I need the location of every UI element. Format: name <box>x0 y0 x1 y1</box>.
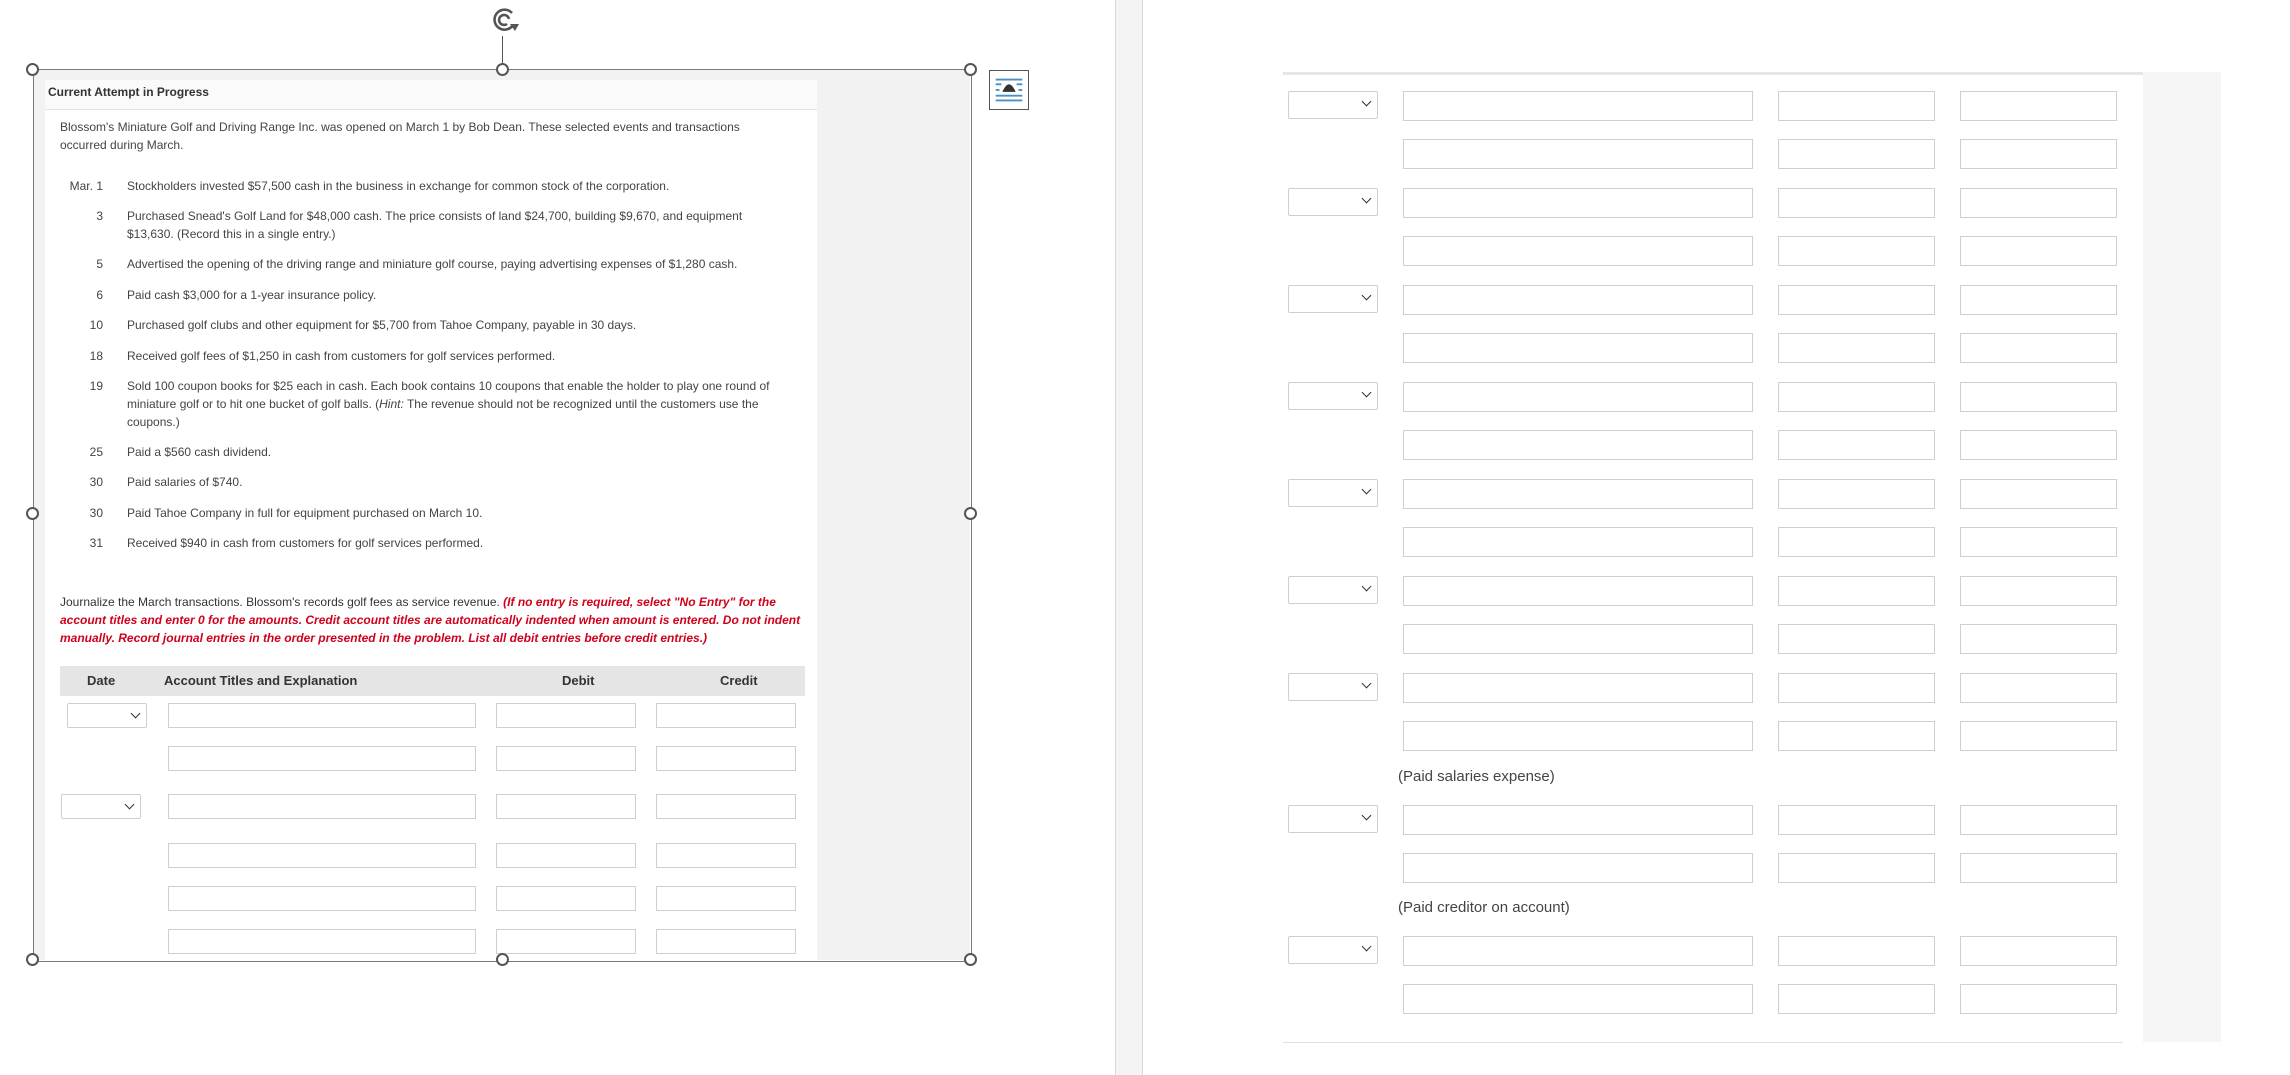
transaction-date: Mar. 1 <box>69 179 103 193</box>
credit-input[interactable] <box>1960 188 2117 218</box>
chevron-down-icon <box>1362 485 1372 495</box>
credit-input[interactable] <box>1960 984 2117 1014</box>
transaction-text: Sold 100 coupon books for $25 each in cash. Each book contains 10 coupons that enable the holder to play one round of miniature golf or to hit one bucket of golf balls. (Hint: The revenue should not be recognized until the customers use the coupons.) <box>127 379 770 429</box>
credit-input[interactable] <box>1960 805 2117 835</box>
column-account: Account Titles and Explanation <box>164 673 358 688</box>
transaction-date: 3 <box>96 209 103 223</box>
date-select[interactable] <box>1288 382 1378 410</box>
transaction-date: 5 <box>96 257 103 271</box>
resize-handle-bottom-right[interactable] <box>964 953 977 966</box>
debit-input[interactable] <box>1778 430 1935 460</box>
transaction-text: Purchased Snead's Golf Land for $48,000 cash. The price consists of land $24,700, building $9,670, and equipment $13,630. (Record this in a single entry.) <box>127 209 743 241</box>
transaction-text: Purchased golf clubs and other equipment for $5,700 from Tahoe Company, payable in 30 days. <box>127 318 637 332</box>
account-input[interactable] <box>1403 333 1753 363</box>
debit-input[interactable] <box>1778 936 1935 966</box>
debit-input[interactable] <box>1778 333 1935 363</box>
transaction-text: Paid salaries of $740. <box>127 475 243 489</box>
selection-frame[interactable] <box>33 69 972 962</box>
debit-input[interactable] <box>1778 673 1935 703</box>
debit-input[interactable] <box>1778 527 1935 557</box>
credit-input[interactable] <box>1960 430 2117 460</box>
transaction-text: Paid cash $3,000 for a 1-year insurance policy. <box>127 288 377 302</box>
instruction-warning: (If no entry is required, select "No Entry" for the account titles and enter 0 for the amounts. Credit account titles are automatically indented when amount is entered. Do not indent manually. Record journal entries in the order presented in the problem. List all debit entries before credit entries.) <box>60 595 801 645</box>
debit-input[interactable] <box>1778 479 1935 509</box>
chevron-down-icon <box>1362 388 1372 398</box>
account-input[interactable] <box>1403 936 1753 966</box>
credit-input[interactable] <box>1960 853 2117 883</box>
account-input[interactable] <box>1403 673 1753 703</box>
account-input[interactable] <box>1403 188 1753 218</box>
debit-input[interactable] <box>1778 139 1935 169</box>
account-input[interactable] <box>1403 139 1753 169</box>
credit-input[interactable] <box>1960 382 2117 412</box>
debit-input[interactable] <box>1778 285 1935 315</box>
debit-input[interactable] <box>1778 853 1935 883</box>
pane-divider[interactable] <box>1115 0 1143 1075</box>
transaction-text: Received golf fees of $1,250 in cash from customers for golf services performed. <box>127 349 556 363</box>
transaction-date: 19 <box>89 379 103 393</box>
date-select[interactable] <box>1288 805 1378 833</box>
credit-input[interactable] <box>1960 139 2117 169</box>
resize-handle-top-left[interactable] <box>26 63 39 76</box>
column-credit: Credit <box>720 673 758 688</box>
page-bottom-rule <box>1283 1042 2123 1043</box>
layout-options-icon[interactable] <box>989 70 1029 110</box>
resize-handle-left[interactable] <box>26 507 39 520</box>
date-select[interactable] <box>1288 936 1378 964</box>
date-select[interactable] <box>1288 576 1378 604</box>
credit-input[interactable] <box>1960 673 2117 703</box>
page-gutter <box>2143 72 2221 1042</box>
account-input[interactable] <box>1403 576 1753 606</box>
resize-handle-right[interactable] <box>964 507 977 520</box>
account-input[interactable] <box>1403 430 1753 460</box>
debit-input[interactable] <box>1778 576 1935 606</box>
transaction-text: Stockholders invested $57,500 cash in the business in exchange for common stock of the corporation. <box>127 179 670 193</box>
account-input[interactable] <box>1403 479 1753 509</box>
account-input[interactable] <box>1403 721 1753 751</box>
transaction-date: 10 <box>89 318 103 332</box>
chevron-down-icon <box>1362 97 1372 107</box>
transaction-text: Received $940 in cash from customers for golf services performed. <box>127 536 484 550</box>
credit-input[interactable] <box>1960 576 2117 606</box>
resize-handle-bottom-left[interactable] <box>26 953 39 966</box>
resize-handle-top[interactable] <box>496 63 509 76</box>
attempt-header: Current Attempt in Progress <box>45 80 817 110</box>
account-input[interactable] <box>1403 91 1753 121</box>
date-select[interactable] <box>1288 285 1378 313</box>
account-input[interactable] <box>1403 527 1753 557</box>
account-input[interactable] <box>1403 805 1753 835</box>
transaction-text: Paid a $560 cash dividend. <box>127 445 272 459</box>
credit-input[interactable] <box>1960 721 2117 751</box>
chevron-down-icon <box>1362 582 1372 592</box>
date-select[interactable] <box>1288 673 1378 701</box>
journalize-instructions: Journalize the March transactions. Blossom's records golf fees as service revenue. (If no entry is required, select "No Entry" for the account titles and enter 0 for the amounts. Credit account titles are automatically indented when amount is entered. Do not indent manually. Record journal entries in the order presented in the problem. List all debit entries before credit entries.) <box>60 595 801 645</box>
credit-input[interactable] <box>1960 236 2117 266</box>
transaction-date: 18 <box>89 349 103 363</box>
debit-input[interactable] <box>1778 805 1935 835</box>
date-select[interactable] <box>1288 188 1378 216</box>
account-input[interactable] <box>1403 624 1753 654</box>
transaction-date: 25 <box>89 445 103 459</box>
account-input[interactable] <box>1403 853 1753 883</box>
debit-input[interactable] <box>1778 721 1935 751</box>
account-input[interactable] <box>1403 984 1753 1014</box>
entry-explanation: (Paid salaries expense) <box>1398 768 1555 785</box>
account-input[interactable] <box>1403 285 1753 315</box>
transaction-text: Paid Tahoe Company in full for equipment purchased on March 10. <box>127 506 483 520</box>
credit-input[interactable] <box>1960 479 2117 509</box>
resize-handle-bottom[interactable] <box>496 953 509 966</box>
account-input[interactable] <box>1403 236 1753 266</box>
chevron-down-icon <box>1362 811 1372 821</box>
date-select[interactable] <box>1288 479 1378 507</box>
problem-intro: Blossom's Miniature Golf and Driving Range Inc. was opened on March 1 by Bob Dean. These selected events and transactions occurred during March. <box>60 120 740 152</box>
debit-input[interactable] <box>1778 984 1935 1014</box>
transaction-date: 31 <box>89 536 103 550</box>
credit-input[interactable] <box>1960 285 2117 315</box>
column-date: Date <box>87 673 116 688</box>
chevron-down-icon <box>1362 291 1372 301</box>
credit-input[interactable] <box>1960 333 2117 363</box>
transaction-date: 30 <box>89 506 103 520</box>
debit-input[interactable] <box>1778 236 1935 266</box>
debit-input[interactable] <box>1778 382 1935 412</box>
column-debit: Debit <box>562 673 595 688</box>
credit-input[interactable] <box>1960 624 2117 654</box>
account-input[interactable] <box>1403 382 1753 412</box>
debit-input[interactable] <box>1778 91 1935 121</box>
transaction-date: 6 <box>96 288 103 302</box>
entry-explanation: (Paid creditor on account) <box>1398 899 1570 916</box>
credit-input[interactable] <box>1960 936 2117 966</box>
chevron-down-icon <box>1362 942 1372 952</box>
resize-handle-top-right[interactable] <box>964 63 977 76</box>
credit-input[interactable] <box>1960 91 2117 121</box>
transaction-date: 30 <box>89 475 103 489</box>
rotate-icon[interactable] <box>486 2 522 38</box>
chevron-down-icon <box>1362 679 1372 689</box>
debit-input[interactable] <box>1778 624 1935 654</box>
credit-input[interactable] <box>1960 527 2117 557</box>
transaction-text: Advertised the opening of the driving range and miniature golf course, paying advertising expenses of $1,280 cash. <box>127 257 738 271</box>
date-select[interactable] <box>1288 91 1378 119</box>
debit-input[interactable] <box>1778 188 1935 218</box>
chevron-down-icon <box>1362 194 1372 204</box>
